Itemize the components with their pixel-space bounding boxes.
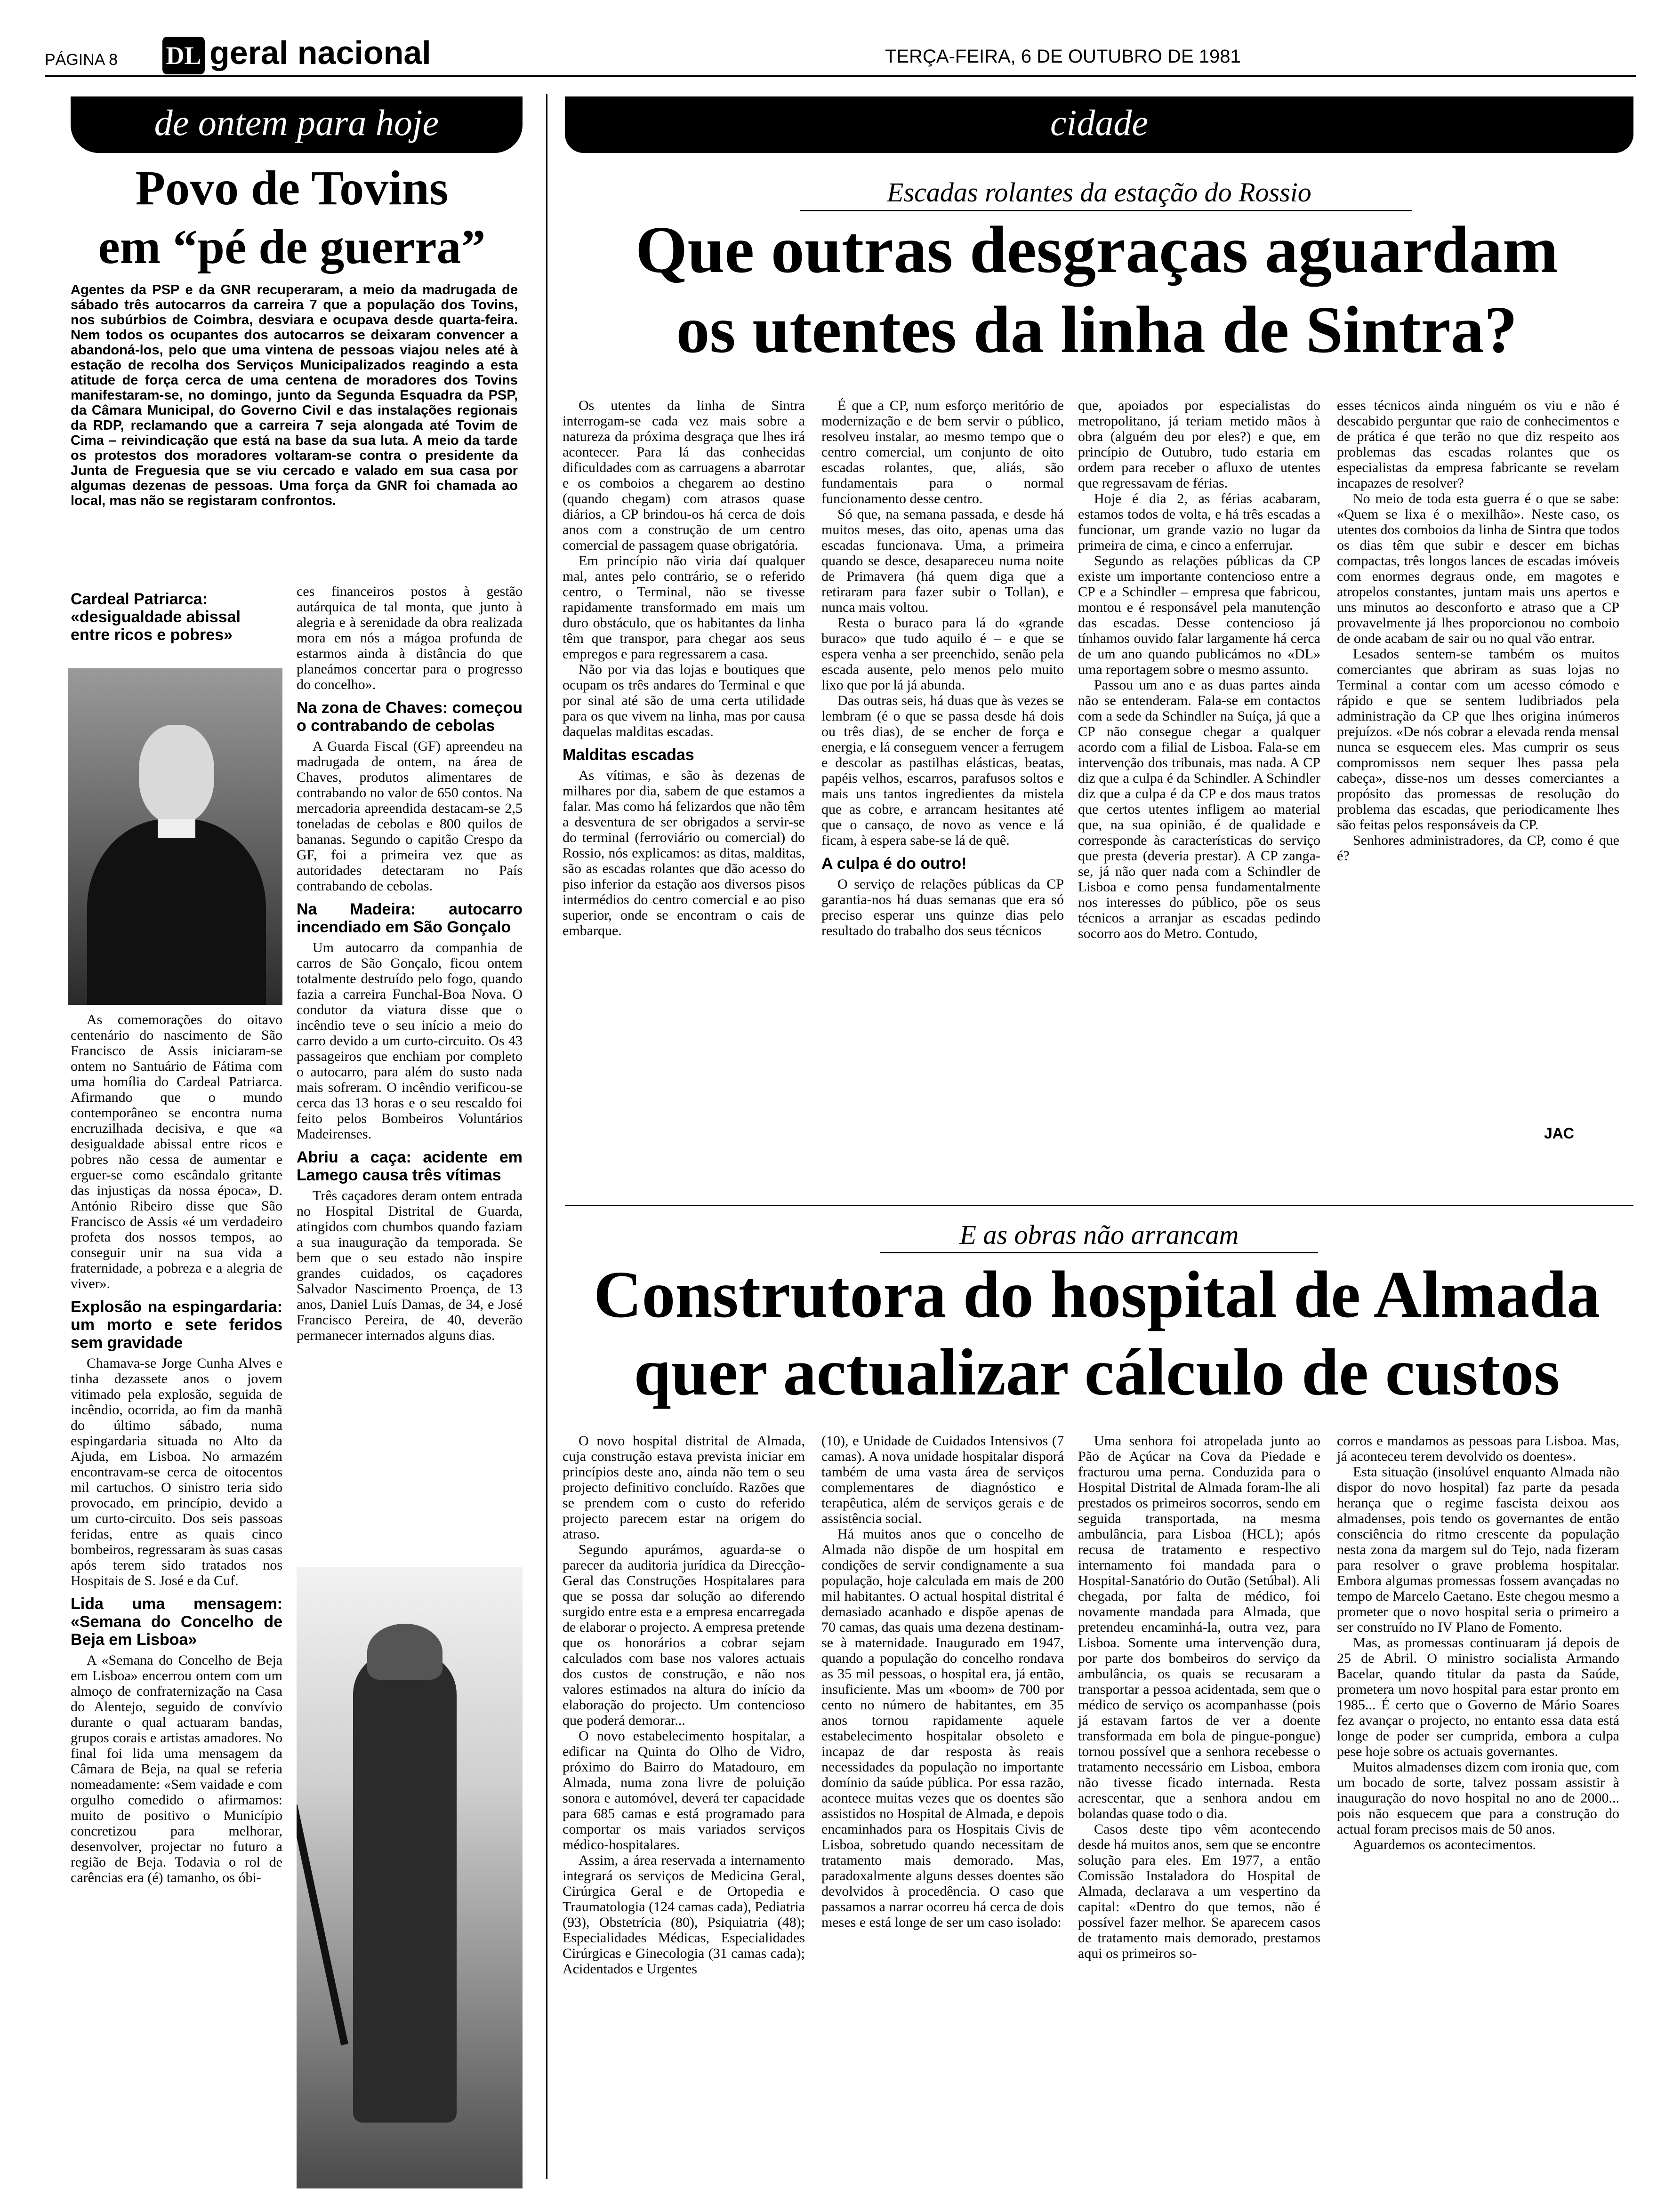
almada-headline-line2: quer actualizar cálculo de custos	[634, 1335, 1560, 1409]
cidade-paragraph-15: No meio de toda esta guerra é o que se sabe: «Quem se lixa é o mexilhão». Neste caso, os utentes dos comboios da linha de Sintra que todos os dias têm que subir e descer em bichas compactas, três longos lances de escadas imóveis com enormes degraus onde, em magotes e atropelos constantes, juntam mais uns apertos e uns minutos ao desconforto e atraso que a CP provavelmente já lhes proporcionou no comboio de onde acabam de sair ou no qual vão entrar.	[1337, 491, 1619, 646]
almada-paragraph-1: O novo hospital distrital de Almada, cuja construção estava prevista iniciar em princípios deste ano, ainda não tem o seu projecto definitivo concluído. Razões que se prendem com o custo do referido projecto parecem estar na origem do atraso.	[563, 1433, 805, 1542]
almada-paragraph-10: Esta situação (insolúvel enquanto Almada não dispor do novo hospital) faz parte da pesada herança que o regime fascista deixou aos almadenses, pois tendo os governantes de então consciência do ritmo crescente da população nesta zona da margem sul do Tejo, nada fizeram para resolver o grave problema hospitalar. Embora algumas promessas fossem avançadas no tempo de Marcelo Caetano. Este chegou mesmo a prometer que o novo hospital seria o primeiro a ser construído no IV Plano de Fomento.	[1337, 1464, 1619, 1635]
almada-paragraph-6: Há muitos anos que o concelho de Almada não dispõe de um hospital em condições de servir condignamente a sua população, hoje calculada em mais de 200 mil habitantes. O actual hospital distrital é demasiado acanhado e dispõe apenas de 70 camas, das quais uma dezena destinam-se à maternidade. Inaugurado em 1947, quando a população do concelho rondava as 35 mil pessoas, o hospital era, já então, insuficiente. Mas um «boom» de 700 por cento no número de habitantes, em 35 anos tornou rapidamente aquele estabelecimento hospitalar obsoleto e incapaz de dar resposta às reais necessidades da população no importante domínio da saúde pública. Por essa razão, acontece muitas vezes que os doentes são assistidos no Hospital de Almada, e depois encaminhados para os Hospitais Civis de Lisboa, sobretudo quando necessitam de tratamento mais demorado. Mas, paradoxalmente alguns desses doentes são devolvidos à procedência. O caso que passamos a narrar ocorreu há cerca de dois meses e está longe de ser um caso isolado:	[821, 1526, 1064, 1930]
almada-paragraph-8: Casos deste tipo vêm acontecendo desde há muitos anos, sem que se encontre solução para eles. Em 1977, a então Comissão Instaladora do Hospital de Almada, declarava a um vespertino da capital: «Dentro do que temos, não é possível fazer melhor. Se aparecem casos de tratamento mais demorado, prestamos aqui os primeiros so-	[1078, 1821, 1320, 1961]
cidade-paragraph-1: Os utentes da linha de Sintra interrogam-se cada vez mais sobre a natureza da próxima desgraça que lhes irá acontecer. Para lá das conhecidas dificuldades com as carruagens a abarrotar e os comboios a chegarem ao destino (quando chegam) com atrasos quase diários, a CP brindou-os há cerca de dois anos com a construção de um centro comercial de passagem quase obrigatória.	[563, 398, 805, 553]
almada-kicker-rule	[880, 1252, 1318, 1253]
left-lead-paragraph: Agentes da PSP e da GNR recuperaram, a meio da madrugada de sábado três autocarros da carreira 7 que a população dos Tovins, nos subúrbios de Coimbra, desviara e ocupava desde quarta-feira. Nem todos os ocupantes dos autocarros se deixaram convencer a abandoná-los, pelo que uma vintena de pessoas viajou neles até à estação de recolha dos Serviços Municipalizados reagindo a esta atitude de força cerca de uma centena de moradores dos Tovins manifestaram-se, no domingo, junto da Segunda Esquadra da PSP, da Câmara Municipal, do Governo Civil e das instalações regionais da RDP, reclamando que a carreira 7 seja alongada até Tovim de Cima – reivindicação que está na base da sua luta. A meio da tarde os protestos dos moradores voltaram-se contra o presidente da Junta de Freguesia que se viu cercado e valado em sua casa por algumas dezenas de pessoas. Uma força da GNR foi chamada ao local, mas não se registaram confrontos.	[71, 282, 518, 508]
cidade-section-banner: cidade	[565, 96, 1633, 153]
cidade-author-signature: JAC	[1544, 1125, 1575, 1142]
subhead-explosao: Explosão na espingardaria: um morto e sete feridos sem gravidade	[71, 1298, 282, 1352]
cidade-paragraph-13: Passou um ano e as duas partes ainda não se entenderam. Fala-se em contactos com a sede da Schindler na Suíça, já que a CP não consegue chegar a qualquer acordo com a filial de Lisboa. Fala-se em intervenção dos tribunais, mas nada. A CP diz que a culpa é da Schindler. A Schindler diz que a culpa é da CP e dos maus tratos que certos utentes infligem ao material que, na sua opinião, é de qualidade e corresponde às características do serviço que presta (deveria prestar). A CP zanga-se, já não quer nada com a Schindler de Lisboa e como pensa fundamentalmente nos interesses do público, põe os seus técnicos a arranjar as escadas pedindo socorro aos do Metro. Contudo,	[1078, 677, 1320, 941]
subhead-lamego: Abriu a caça: acidente em Lamego causa três vítimas	[297, 1148, 523, 1184]
section-title: geral nacional	[209, 34, 431, 71]
cidade-subhead-malditas: Malditas escadas	[563, 746, 694, 764]
paragraph-madeira: Um autocarro da companhia de carros de São Gonçalo, ficou ontem totalmente destruído pelo fogo, quando fazia a carreira Funchal-Boa Nova. O condutor da viatura disse que o incêndio teve o seu início a meio do carro devido a um curto-circuito. Os 43 passageiros que enchiam por completo o autocarro, para além do susto nada mais sofreram. O incêndio verificou-se cerca das 13 horas e o seu rescaldo foi feito pelos Bombeiros Voluntários Madeirenses.	[297, 940, 523, 1142]
cidade-paragraph-11: Hoje é dia 2, as férias acabaram, estamos todos de volta, e há três escadas a funcionar, um grande vazio no lugar da primeira de cima, e cinco a enferrujar.	[1078, 491, 1320, 553]
page-label: PÁGINA 8	[45, 51, 118, 69]
almada-paragraph-3: O novo estabelecimento hospitalar, a edificar na Quinta do Olho de Vidro, próximo do Bairro do Matadouro, em Almada, numa zona livre de poluição sonora e automóvel, deverá ter capacidade para 685 camas e está programado para comportar os mais variados serviços médico-hospitalares.	[563, 1728, 805, 1852]
cidade-paragraph-14: esses técnicos ainda ninguém os viu e não é descabido perguntar que raio de conhecimentos e de prática é que terão no que diz respeito aos problemas das escadas rolantes que os especialistas da empresa fabricante se revelam incapazes de resolver?	[1337, 398, 1619, 491]
paragraph-chaves: A Guarda Fiscal (GF) apreendeu na madrugada de ontem, na área de Chaves, produtos alimentares de contrabando no valor de 650 contos. Na mercadoria apreendida destacam-se 2,5 toneladas de cebolas e 800 quilos de bananas. Segundo o capitão Crespo da GF, foi a primeira vez que as autoridades detectaram no País contrabando de cebolas.	[297, 738, 523, 894]
almada-paragraph-12: Muitos almadenses dizem com ironia que, com um bocado de sorte, talvez possam assistir à inauguração do novo hospital no ano de 2000... pois não esquecem que para a construção do actual foram precisos mais de 50 anos.	[1337, 1759, 1619, 1837]
cidade-paragraph-10: que, apoiados por especialistas do metropolitano, já teriam metido mãos à obra (alguém deu por eles?) e que, em princípio de Outubro, tudo estaria em ordem para receber o afluxo de utentes que regressavam de férias.	[1078, 398, 1320, 491]
paragraph-cardeal: As comemorações do oitavo centenário do nascimento de São Francisco de Assis iniciaram-se ontem no Santuário de Fátima com uma homília do Cardeal Patriarca. Afirmando que o mundo contemporâneo se encontra numa encruzilhada decisiva, e que «a desigualdade abissal entre ricos e pobres não cessa de aumentar e erguer-se como escândalo gritante das injustiças da nossa época», D. António Ribeiro disse que São Francisco de Assis «é um verdadeiro profeta dos nossos tempos, ao conseguir unir na sua vida a fraternidade, a pobreza e a alegria de viver».	[71, 1012, 282, 1291]
subhead-madeira: Na Madeira: autocarro incendiado em São Gonçalo	[297, 900, 523, 936]
almada-paragraph-9: corros e mandamos as pessoas para Lisboa. Mas, já aconteceu terem devolvido os doentes».	[1337, 1433, 1619, 1464]
hunter-rifle	[297, 1804, 348, 2045]
almada-paragraph-2: Segundo apurámos, aguarda-se o parecer da auditoria jurídica da Direcção-Geral das Construções Hospitalares para que se possa dar solução ao diferendo surgido entre esta e a empresa encarregada de elaborar o projecto. A empresa pretende que os honorários a cobrar sejam calculados com base nos valores actuais dos custos de construção, e não nos valores estimados na altura do início da elaboração do projecto. Um contencioso que poderá demorar...	[563, 1542, 805, 1728]
left-headline-line2: em “pé de guerra”	[98, 220, 486, 274]
cidade-paragraph-3: Não por via das lojas e boutiques que ocupam os três andares do Terminal e que por sinal até são de uma certa utilidade para os que vivem na linha, mas por causa daquelas malditas escadas.	[563, 662, 805, 739]
hunter-helmet	[367, 1624, 442, 1680]
portrait-body	[87, 819, 266, 1005]
hunter-photo	[297, 1567, 523, 2188]
subhead-beja: Lida uma mensagem: «Semana do Concelho de Beja em Lisboa»	[71, 1595, 282, 1649]
paragraph-beja-continued: ces financeiros postos à gestão autárquica de tal monta, que junto à alegria e à serenidade da obra realizada mora em nós a mágoa profunda de estarmos ainda à distância do que planeámos concertar para o progresso do concelho».	[297, 584, 523, 692]
portrait-head	[139, 725, 214, 824]
cidade-paragraph-12: Segundo as relações públicas da CP existe um importante contencioso entre a CP e a Schindler – empresa que fabricou, montou e é responsável pela manutenção das escadas. Desse contencioso já tínhamos ouvido falar largamente há cerca de um ano quando publicámos no «DL» uma reportagem sobre o mesmo assunto.	[1078, 553, 1320, 677]
almada-kicker: E as obras não arrancam	[959, 1219, 1239, 1250]
cidade-headline-line2: os utentes da linha de Sintra?	[676, 292, 1518, 367]
paragraph-lamego: Três caçadores deram ontem entrada no Hospital Distrital de Guarda, atingidos com chumbos quando faziam a sua inauguração da temporada. Se bem que o seu estado não inspire grandes cuidados, os caçadores Salvador Nascimento Proença, de 13 anos, Daniel Luís Damas, de 34, e José Francisco Pereira, de 40, deverão permanecer internados alguns dias.	[297, 1188, 523, 1343]
almada-paragraph-13: Aguardemos os acontecimentos.	[1353, 1837, 1536, 1852]
cidade-paragraph-8: Das outras seis, há duas que às vezes se lembram (é o que se passa desde há dois ou três dias), de se encher de força e energia, e lá conseguem vencer a ferrugem e descolar as pastilhas elásticas, beatas, papéis velhos, escarros, parafusos soltos e mais uns tantos ingredientes da mistela que as cobre, e arrancam hesitantes até que o cansaço, de novo as vence e lá ficam, à espera sabe-se lá de quê.	[821, 693, 1064, 848]
almada-paragraph-11: Mas, as promessas continuaram já depois de 25 de Abril. O ministro socialista Armando Bacelar, quando titular da pasta da Saúde, prometera um novo hospital para estar pronto em 1985... É certo que o Governo de Mário Soares fez avançar o projecto, no entanto essa data está longe de poder ser cumprida, embora a culpa pese hoje sobre os actuais governantes.	[1337, 1635, 1619, 1759]
issue-date: TERÇA-FEIRA, 6 DE OUTUBRO DE 1981	[885, 46, 1241, 67]
cidade-paragraph-17: Senhores administradores, da CP, como é que é?	[1337, 833, 1619, 864]
left-headline-line1: Povo de Tovins	[135, 161, 449, 215]
cidade-kicker-rule	[800, 210, 1412, 211]
subhead-cardeal: Cardeal Patriarca: «desigualdade abissal entre ricos e pobres»	[71, 590, 241, 644]
header-rule	[45, 75, 1636, 77]
almada-paragraph-4: Assim, a área reservada a internamento integrará os serviços de Medicina Geral, Cirúrgica Geral e de Ortopedia e Traumatologia (124 camas cada), Pediatria (93), Obstetrícia (80), Psiquiatria (48); Especialidades Médicas, Especialidades Cirúrgicas e Ginecologia (31 camas cada); Acidentados e Urgentes	[563, 1852, 805, 1977]
cidade-paragraph-6: Só que, na semana passada, e desde há muitos meses, das oito, apenas uma das escadas funcionava. Uma, a primeira quando se desce, desapareceu numa noite de Primavera (há quem diga que a retiraram para fazer subir o Tollan), e nunca mais voltou.	[821, 506, 1064, 615]
cidade-paragraph-16: Lesados sentem-se também os muitos comerciantes que abriram as suas lojas no Terminal a contar com um acesso cómodo e rápido e que se sentem ludibriados pela administração da CP que lhes origina inúmeros prejuízos. «De nós cobrar a elevada renda mensal nunca se esquecem eles. Mas cumprir os seus compromissos nem sequer lhes passa pela cabeça», disse-nos um desses comerciantes a propósito das promessas de resolução do problema das escadas, que periodicamente lhes são feitas pelos responsáveis da CP.	[1337, 646, 1619, 833]
paragraph-beja: A «Semana do Concelho de Beja em Lisboa» encerrou ontem com um almoço de confraternização na Casa do Alentejo, seguido de convívio durante o qual actuaram bandas, grupos corais e artistas amadores. No final foi lida uma mensagem da Câmara de Beja, na qual se referia nomeadamente: «Sem vaidade e com orgulho comedido o afirmamos: muito de positivo o Município concretizou para melhorar, desenvolver, projectar no futuro a região de Beja. Todavia o rol de carências era (é) tamanho, os óbi-	[71, 1652, 282, 1885]
almada-top-rule	[565, 1205, 1633, 1206]
cidade-subhead-culpa: A culpa é do outro!	[821, 855, 967, 873]
subhead-chaves: Na zona de Chaves: começou o contrabando de cebolas	[297, 699, 523, 735]
cidade-paragraph-7: Resta o buraco para lá do «grande buraco» que tudo aquilo é – e que se espera venha a ser preenchido, senão pela escada ausente, pelo menos pelo muito lixo que por lá já abunda.	[821, 615, 1064, 693]
cardinal-portrait-photo	[68, 668, 282, 1005]
page-number: 8	[109, 51, 118, 69]
cidade-kicker: Escadas rolantes da estação do Rossio	[887, 177, 1311, 208]
portrait-collar	[158, 819, 195, 838]
cidade-paragraph-2: Em princípio não viria daí qualquer mal, antes pelo contrário, se o referido centro, o Terminal, não se tivesse rapidamente transformado em mais um duro obstáculo, que os habitantes da linha têm que transpor, para chegar aos seus empregos e para regressarem a casa.	[563, 553, 805, 662]
paragraph-explosao: Chamava-se Jorge Cunha Alves e tinha dezassete anos o jovem vitimado pela explosão, seguida de incêndio, ocorrida, ao fim da manhã do último sábado, numa espingardaria situada no Alto da Ajuda, em Lisboa. No armazém encontravam-se cerca de oitocentos mil cartuchos. O sinistro teria sido provocado, em princípio, devido a um curto-circuito. Dos seis passoas feridas, entre as quais cinco bombeiros, regressaram às suas casas após terem sido tratados nos Hospitais de S. José e da Cuf.	[71, 1355, 282, 1588]
left-column-border	[546, 94, 547, 2179]
almada-headline-line1: Construtora do hospital de Almada	[593, 1257, 1601, 1331]
left-section-banner: de ontem para hoje	[71, 96, 523, 153]
cidade-paragraph-4: As vítimas, e são às dezenas de milhares por dia, sabem de que estamos a falar. Mas como há felizardos que não têm a desventura de ser obrigados a servir-se do terminal (ferroviário ou comercial) do Rossio, nós explicamos: as ditas, malditas, são as escadas rolantes que dão acesso do piso inferior da estação aos diversos pisos intermédios do centro comercial e ao piso superior, onde se encontram o cais de embarque.	[563, 768, 805, 938]
cidade-paragraph-5: É que a CP, num esforço meritório de modernização e de bem servir o público, resolveu instalar, ao mesmo tempo que o centro comercial, um conjunto de oito escadas rolantes, que, aliás, são fundamentais para o normal funcionamento desse centro.	[821, 398, 1064, 506]
almada-paragraph-7: Uma senhora foi atropelada junto ao Pão de Açúcar na Cova da Piedade e fracturou uma perna. Conduzida para o Hospital Distrital de Almada foram-lhe ali prestados os primeiros socorros, sendo em seguida transportada, na mesma ambulância, para Lisboa (HCL); após recusa de tratamento e respectivo internamento foi mandada para o Hospital-Sanatório do Outão (Setúbal). Ali chegada, por falta de médico, foi novamente mandada para Almada, que pretendeu encaminhá-la, outra vez, para Lisboa. Somente uma intervenção dura, por parte dos bombeiros do serviço da ambulância, os quais se recusaram a transportar a pessoa acidentada, sem que o médico de serviço os acompanhasse (pois já estavam fartos de ver a doente transformada em bola de pingue-pongue) tornou possível que a senhora recebesse o tratamento necessário em Lisboa, embora não tivesse ficado internada. Resta acrescentar, que a senhora andou em bolandas quase todo o dia.	[1078, 1433, 1320, 1821]
newspaper-logo: DL	[162, 37, 205, 74]
almada-paragraph-5: (10), e Unidade de Cuidados Intensivos (7 camas). A nova unidade hospitalar disporá também de uma vasta área de serviços complementares de diagnóstico e terapêutica, além de serviços gerais e de assistência social.	[821, 1433, 1064, 1526]
cidade-paragraph-9: O serviço de relações públicas da CP garantia-nos há duas semanas que era só preciso esperar uns quinze dias pelo resultado do trabalho dos seus técnicos	[821, 876, 1064, 938]
hunter-figure	[353, 1652, 457, 2123]
cidade-headline-line1: Que outras desgraças aguardam	[635, 212, 1559, 287]
